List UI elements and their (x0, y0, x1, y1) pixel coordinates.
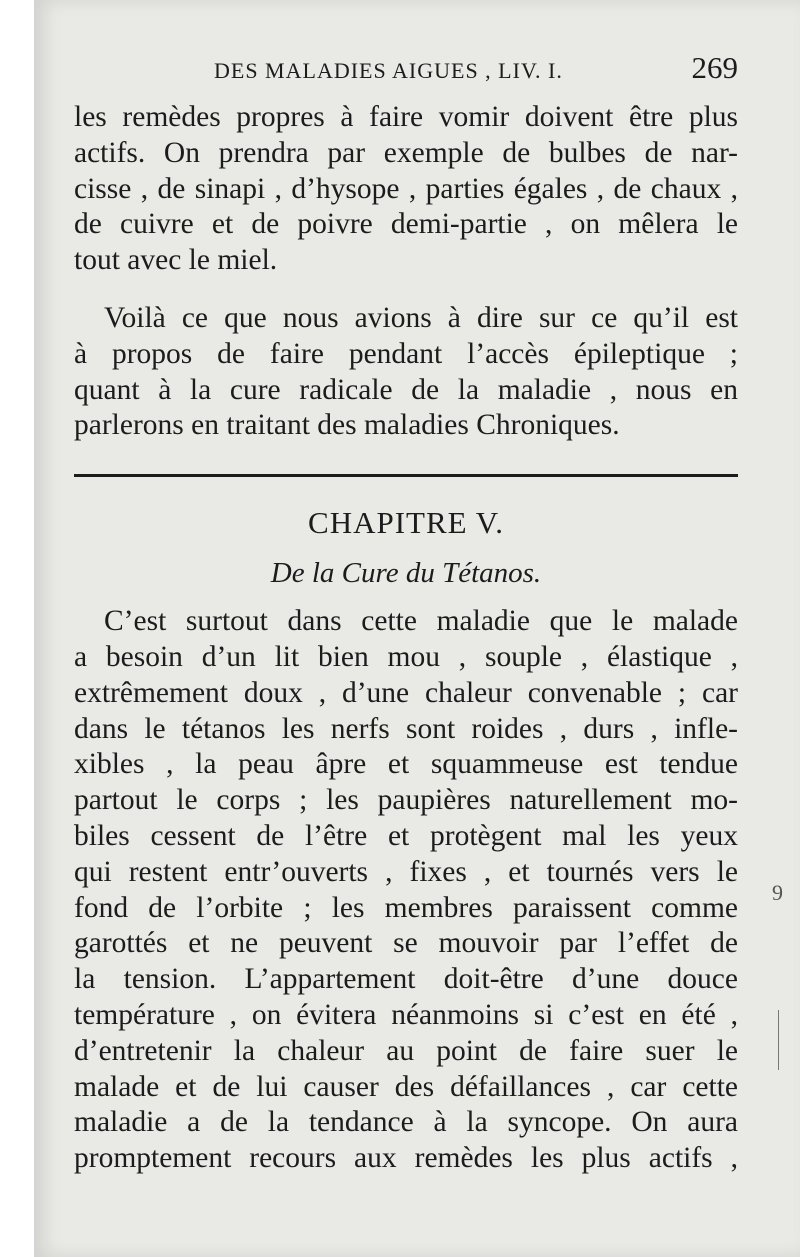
text-line: actifs. On prendra par exemple de bulbes de nar- (74, 136, 738, 169)
text-line: température , on évitera néanmoins si c’est en été , (74, 998, 738, 1031)
text-line: parlerons en traitant des maladies Chroniques. (74, 409, 620, 442)
text-line: d’entretenir la chaleur au point de faire suer le (74, 1034, 738, 1067)
text-line: garottés et ne peuvent se mouvoir par l’effet de (74, 927, 738, 960)
text-line: malade et de lui causer des défaillances , car cette (74, 1070, 738, 1103)
margin-pencil-mark: 9 (772, 880, 783, 905)
text-line: la tension. L’appartement doit-être d’une douce (74, 963, 738, 996)
book-page (74, 48, 738, 1177)
running-head-title: DES MALADIES AIGUES , LIV. I. (214, 58, 563, 83)
text-line: Voilà ce que nous avions à dire sur ce qu’il est (104, 301, 738, 334)
text-line: maladie a de la tendance à la syncope. On aura (74, 1106, 738, 1139)
text-line: quant à la cure radicale de la maladie , nous en (74, 373, 738, 406)
text-line: C’est surtout dans cette maladie que le malade (104, 605, 738, 638)
text-line: fond de l’orbite ; les membres paraissent comme (74, 891, 738, 924)
text-line: partout le corps ; les paupières naturellement mo- (74, 784, 738, 817)
text-line: biles cessent de l’être et protègent mal les yeux (74, 819, 738, 852)
text-line: qui restent entr’ouverts , fixes , et tournés vers le (74, 855, 738, 888)
page-number: 269 (691, 50, 738, 85)
text-line: les remèdes propres à faire vomir doivent être plus (74, 101, 738, 133)
paragraph-epilepsy-conclusion (74, 301, 738, 444)
text-line: promptement recours aux remèdes les plus actifs , (74, 1142, 738, 1175)
text-line: de cuivre et de poivre demi-partie , on mêlera le (74, 208, 738, 241)
paragraph-tetanos (74, 604, 738, 1177)
running-head (74, 48, 738, 88)
text-line: a besoin d’un lit bien mou , souple , élastique , (74, 640, 738, 673)
text-line: tout avec le miel. (74, 244, 278, 277)
chapter-divider-rule (74, 474, 738, 477)
text-line: dans le tétanos les nerfs sont roides , durs , infle- (74, 712, 738, 745)
margin-line-mark (778, 1010, 779, 1070)
text-line: à propos de faire pendant l’accès épileptique ; (74, 337, 738, 370)
text-line: xibles , la peau âpre et squammeuse est tendue (74, 748, 738, 781)
paragraph-vomitives (74, 100, 738, 279)
text-line: cisse , de sinapi , d’hysope , parties égales , de chaux , (74, 172, 738, 205)
section-title: De la Cure du Tétanos. (270, 557, 542, 590)
text-line: extrêmement doux , d’une chaleur convenable ; car (74, 676, 738, 709)
chapter-title: CHAPITRE V. (308, 505, 504, 541)
